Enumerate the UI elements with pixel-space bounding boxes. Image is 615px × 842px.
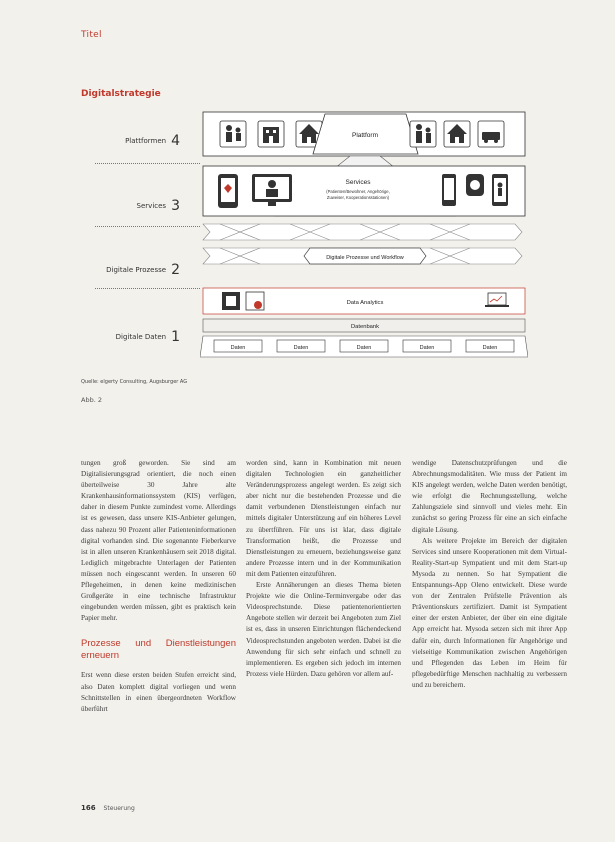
services-subtext-2: Zuweiser, Kooperationsstationen) [326, 195, 390, 200]
layer-label-text: Services [136, 202, 167, 210]
figure-title: Digitalstrategie [81, 89, 161, 99]
layer-label-processes [80, 262, 180, 278]
page-footer [81, 804, 135, 812]
paragraph: Erste Annäherungen an dieses Thema bieten Projekte wie die Online-Terminvergabe oder das Videosprechstunde. Diese patientenorientierten Angebote stellen wir derzeit bei Angeboten zum Ziel ist es, dass in unseren Einrichtungen flächendeckend Videosprechstunden angeboten werden. Dabei ist die Anwendung für sich sehr einfach und schnell zu implementieren. Es ergeben sich jedoch im internen Prozess viele Hürden. Dazu gehören vor allem auf- [246, 581, 401, 678]
data-box-label: Daten [482, 345, 498, 351]
layer-label-text: Plattformen [125, 137, 167, 145]
platform-label: Plattform [351, 132, 379, 139]
analytics-label: Data Analytics [346, 300, 384, 306]
paragraph: wendige Datenschutzprüfungen und die Abrechnungsmodalitäten. Wie muss der Patient im KIS angelegt werden, welche Daten werden benötigt, wie erfolgt die Rechnungsstellung, welche Zahlungsziele sind sinnvoll und vieles mehr. Ein zunächst so gering Prozess für eine an sich einfache digitale Lösung. [412, 459, 567, 534]
paragraph: worden sind, kann in Kombination mit neuen digitalen Technologien ein ganzheitlicher Veränderungsprozess angelegt werden. Es zeigt sich aber nicht nur die bestehenden Prozesse und die damit verbundenen Dienstleistungen einfach nur mittels digitaler Unterstützung auf ein höheres Level zu übertführen. Für uns ist klar, dass digitale Transformation heißt, die Prozesse und Dienstleistungen zu erneuern, beziehungsweise ganz andere Prozesse intern und in der Kommunikation mit dem Patienten einzuführen. [246, 459, 401, 578]
platform-icons-right [410, 121, 504, 147]
layer-label-services [80, 198, 180, 214]
data-box-label: Daten [419, 345, 435, 351]
paragraph: Als weitere Projekte im Bereich der digitalen Services sind unsere Kooperationen mit dem Virtual-Reality-Start-up Sympatient und mit dem Start-up Mysoda zu nennen. So hat Sympatient die Entspannungs-App Oleno entwickelt. Diese wurde von der Zentralen Prüfstelle Prävention als Präventionskurs zertifiziert. Damit ist Sympatient einer der ersten Anbieter, der über ein eine digitale App erreicht hat. Mysoda setzen sich mit ihrer App dafür ein, durch Informationen für Angehörige und vielseitige Kommunikation zwischen Angehörigen und Pflegenden das Leben im Heim für pflegebedürftige Menschen nachhaltig zu verbessern und zu bereichern. [412, 536, 567, 689]
divider [95, 226, 200, 227]
digital-strategy-diagram [200, 108, 528, 363]
footer-section: Steuerung [103, 805, 135, 812]
paragraph: Erst wenn diese ersten beiden Stufen erreicht sind, also Daten komplett digital vorliegen und wenn Schnittstellen in einen übergeordneten Workflow überführt [81, 671, 236, 713]
figure-caption: Abb. 2 [81, 396, 102, 404]
divider [95, 288, 200, 289]
people-icon [220, 121, 246, 147]
database-label: Datenbank [350, 324, 380, 330]
data-box-label: Daten [293, 345, 309, 351]
platform-icons-left [220, 121, 322, 147]
layer-label-platforms [80, 133, 180, 149]
page-number: 166 [81, 804, 96, 812]
laptop-chart-icon [488, 293, 506, 305]
divider [95, 163, 200, 164]
text-column-1 [81, 458, 236, 715]
services-subtext-1: (Patienten/Bewohner, Angehörige, [326, 189, 390, 194]
layer-label-text: Digitale Prozesse [106, 266, 167, 274]
layer-number: 1 [171, 329, 180, 345]
data-boxes [214, 340, 514, 352]
page-title: Titel [81, 30, 102, 40]
paragraph: tungen groß geworden. Sie sind am Digitalisierungsgrad orientiert, die noch einen überteilweise 30 Jahre alte Krankenhausinformationssystem (KIS) verfügen, daher in diesem Punkte zumindest vorne. Allerdings ist es gewesen, dass unsere KIS-Anbieter gelungen, dass nahezu 90 Prozent aller Patienteninformationen digital vorhanden sind. Die sogenannte Fieberkurve ist in allen unseren Krankenhäusern seit 2018 digital. Lediglich mitgebrachte Unterlagen der Patienten müssen noch eingescannt werden. In unseren 60 Pflegeheimen, in denen keine medizinischen Großgeräte in eine technische Infrastruktur eingebunden werden müssen, gibt es praktisch kein Papier mehr. [81, 459, 236, 623]
family-icon [410, 121, 436, 147]
layer-label-text: Digitale Daten [115, 333, 167, 341]
layer-label-data [80, 329, 180, 345]
text-column-3 [412, 458, 567, 691]
layer-number: 3 [171, 198, 180, 214]
process-label: Digitale Prozesse und Workflow [326, 255, 404, 261]
services-label: Services [345, 179, 371, 186]
data-box-label: Daten [356, 345, 372, 351]
layer-number: 2 [171, 262, 180, 278]
text-column-2 [246, 458, 401, 680]
section-heading: Prozesse und Dienstleistungen erneuern [81, 638, 236, 662]
layer-number: 4 [171, 133, 180, 149]
data-box-label: Daten [230, 345, 246, 351]
figure-source: Quelle: elgerty Consulting, Augsburger AG [81, 379, 188, 385]
